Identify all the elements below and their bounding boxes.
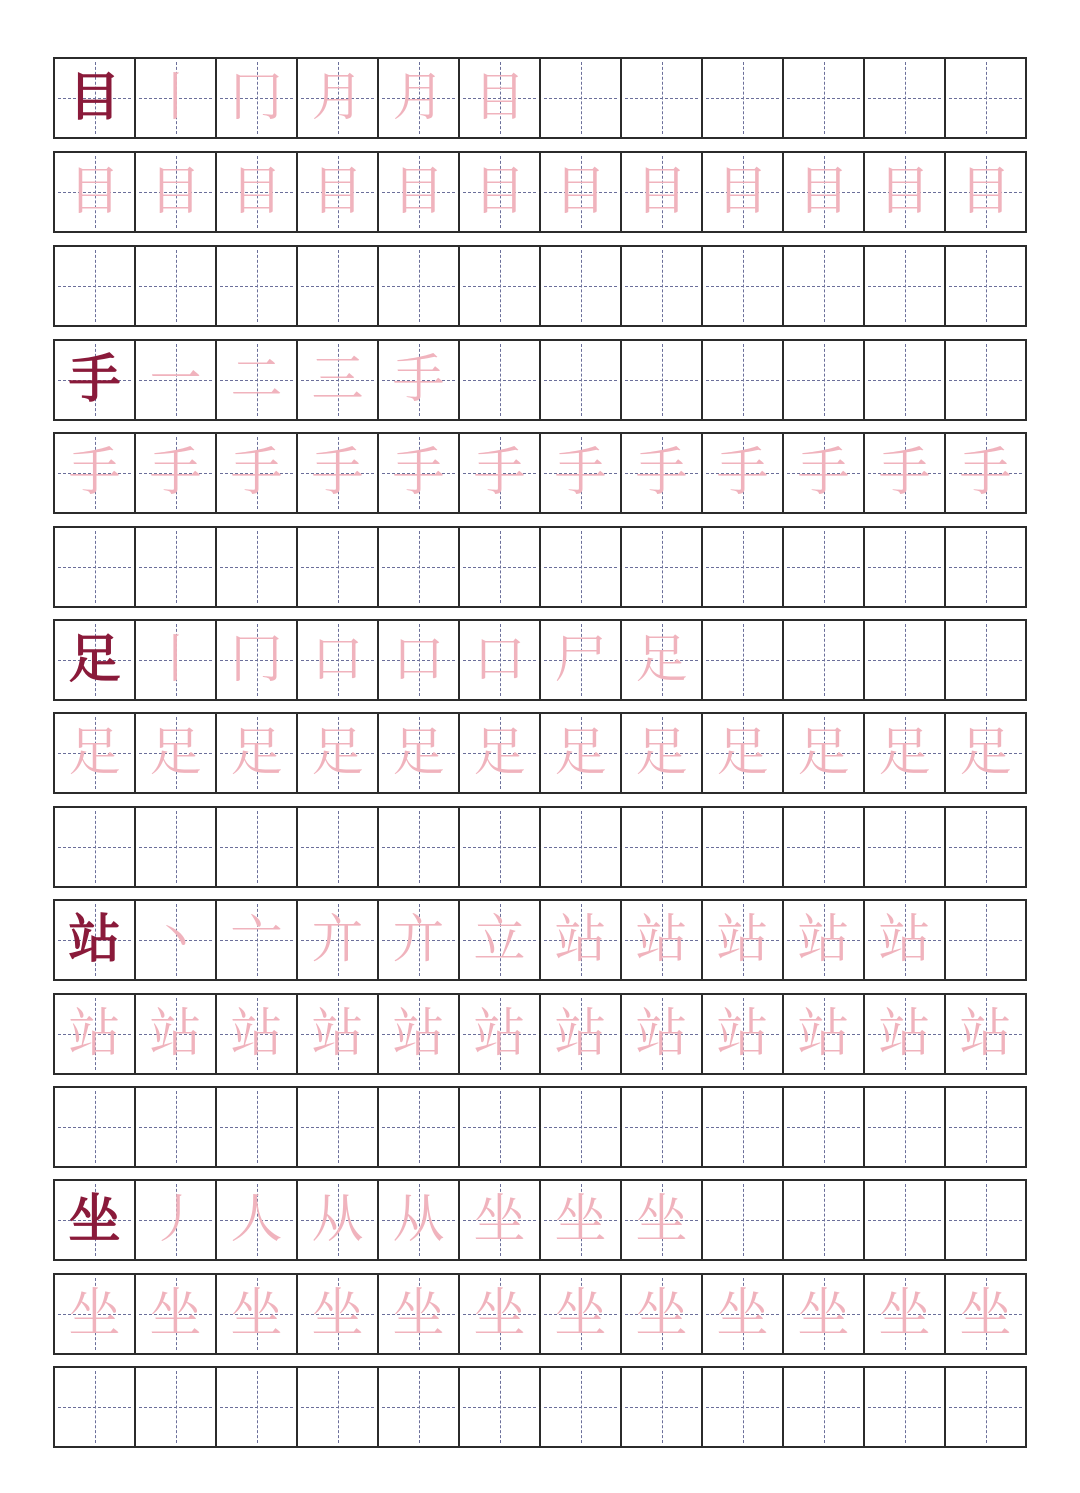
blank-practice-row: [53, 1086, 1027, 1168]
trace-cell[interactable]: [458, 434, 539, 512]
blank-writing-cell[interactable]: [944, 1088, 1025, 1166]
stroke-step-cell[interactable]: [701, 1181, 782, 1259]
stroke-step: 站: [635, 910, 688, 970]
trace-cell[interactable]: [55, 995, 134, 1073]
trace-cell[interactable]: [55, 1275, 134, 1353]
trace-cell[interactable]: [782, 714, 863, 792]
stroke-step: 从: [392, 1190, 445, 1250]
stroke-step: 站: [554, 910, 607, 970]
trace-cell[interactable]: [782, 1275, 863, 1353]
stroke-step: 亠: [230, 910, 283, 970]
stroke-order-row: [53, 57, 1027, 139]
trace-character: 目: [959, 162, 1012, 222]
trace-cell[interactable]: [701, 1275, 782, 1353]
stroke-step-cell[interactable]: [134, 901, 215, 979]
blank-writing-cell[interactable]: [701, 528, 782, 606]
stroke-step: 二: [230, 350, 283, 410]
blank-writing-cell[interactable]: [377, 808, 458, 886]
model-character-cell: [55, 341, 134, 419]
trace-character: 足: [959, 723, 1012, 783]
trace-cell[interactable]: [701, 434, 782, 512]
blank-writing-cell[interactable]: [620, 808, 701, 886]
stroke-step: 一: [149, 350, 202, 410]
trace-row: [53, 151, 1027, 233]
blank-writing-cell[interactable]: [377, 528, 458, 606]
stroke-step-cell[interactable]: [134, 59, 215, 137]
trace-character: 足: [392, 723, 445, 783]
stroke-step: 月: [392, 68, 445, 128]
trace-character: 足: [635, 723, 688, 783]
blank-writing-cell[interactable]: [701, 247, 782, 325]
stroke-step: 人: [230, 1190, 283, 1250]
model-character-cell: [55, 901, 134, 979]
stroke-step-cell[interactable]: [377, 621, 458, 699]
trace-cell[interactable]: [944, 1275, 1025, 1353]
blank-writing-cell[interactable]: [134, 808, 215, 886]
blank-writing-cell[interactable]: [782, 528, 863, 606]
trace-character: 站: [878, 1004, 931, 1064]
stroke-step-cell[interactable]: [782, 621, 863, 699]
trace-cell[interactable]: [782, 995, 863, 1073]
trace-character: 坐: [716, 1284, 769, 1344]
stroke-step-cell[interactable]: [215, 621, 296, 699]
stroke-step: 尸: [554, 630, 607, 690]
stroke-step-cell[interactable]: [377, 1181, 458, 1259]
blank-writing-cell[interactable]: [620, 1088, 701, 1166]
model-character: 坐: [68, 1190, 121, 1250]
stroke-step-cell[interactable]: [539, 341, 620, 419]
blank-writing-cell[interactable]: [944, 1368, 1025, 1446]
trace-cell[interactable]: [863, 153, 944, 231]
stroke-step-cell[interactable]: [944, 901, 1025, 979]
trace-cell[interactable]: [55, 434, 134, 512]
stroke-step-cell[interactable]: [134, 341, 215, 419]
trace-character: 目: [554, 162, 607, 222]
blank-writing-cell[interactable]: [215, 528, 296, 606]
stroke-step-cell[interactable]: [377, 901, 458, 979]
trace-character: 足: [68, 723, 121, 783]
stroke-step: 目: [473, 68, 526, 128]
stroke-step: 亣: [311, 910, 364, 970]
trace-cell[interactable]: [782, 434, 863, 512]
blank-writing-cell[interactable]: [782, 247, 863, 325]
stroke-step: 站: [716, 910, 769, 970]
blank-writing-cell[interactable]: [458, 528, 539, 606]
blank-writing-cell[interactable]: [620, 1368, 701, 1446]
model-character-cell: [55, 1181, 134, 1259]
blank-practice-row: [53, 245, 1027, 327]
stroke-step-cell[interactable]: [944, 1181, 1025, 1259]
blank-writing-cell[interactable]: [55, 247, 134, 325]
trace-cell[interactable]: [620, 1275, 701, 1353]
stroke-step: 坐: [635, 1190, 688, 1250]
blank-writing-cell[interactable]: [620, 247, 701, 325]
trace-character: 坐: [635, 1284, 688, 1344]
trace-cell[interactable]: [215, 714, 296, 792]
stroke-step-cell[interactable]: [377, 59, 458, 137]
trace-character: 站: [797, 1004, 850, 1064]
blank-writing-cell[interactable]: [458, 1368, 539, 1446]
trace-character: 手: [230, 443, 283, 503]
trace-cell[interactable]: [296, 714, 377, 792]
blank-writing-cell[interactable]: [296, 1368, 377, 1446]
trace-cell[interactable]: [55, 153, 134, 231]
stroke-step-cell[interactable]: [620, 901, 701, 979]
stroke-step-cell[interactable]: [863, 59, 944, 137]
stroke-order-row: [53, 619, 1027, 701]
stroke-step: 足: [635, 630, 688, 690]
trace-character: 足: [473, 723, 526, 783]
stroke-step-cell[interactable]: [701, 59, 782, 137]
stroke-step: 坐: [473, 1190, 526, 1250]
trace-character: 足: [149, 723, 202, 783]
stroke-step: 口: [311, 630, 364, 690]
trace-character: 站: [716, 1004, 769, 1064]
trace-character: 手: [149, 443, 202, 503]
trace-cell[interactable]: [863, 714, 944, 792]
trace-character: 坐: [878, 1284, 931, 1344]
blank-writing-cell[interactable]: [782, 808, 863, 886]
stroke-step-cell[interactable]: [458, 341, 539, 419]
trace-cell[interactable]: [215, 1275, 296, 1353]
trace-cell[interactable]: [701, 153, 782, 231]
model-character: 目: [68, 68, 121, 128]
trace-character: 手: [311, 443, 364, 503]
blank-writing-cell[interactable]: [944, 528, 1025, 606]
stroke-step-cell[interactable]: [296, 341, 377, 419]
stroke-step-cell[interactable]: [134, 1181, 215, 1259]
stroke-step-cell[interactable]: [944, 59, 1025, 137]
blank-practice-row: [53, 806, 1027, 888]
stroke-step: 冂: [230, 68, 283, 128]
trace-character: 目: [311, 162, 364, 222]
trace-cell[interactable]: [863, 434, 944, 512]
blank-writing-cell[interactable]: [701, 808, 782, 886]
stroke-step-cell[interactable]: [863, 621, 944, 699]
trace-character: 目: [878, 162, 931, 222]
trace-cell[interactable]: [944, 153, 1025, 231]
trace-character: 足: [797, 723, 850, 783]
trace-character: 足: [230, 723, 283, 783]
blank-writing-cell[interactable]: [134, 1368, 215, 1446]
trace-character: 目: [473, 162, 526, 222]
trace-cell[interactable]: [377, 153, 458, 231]
blank-writing-cell[interactable]: [620, 528, 701, 606]
stroke-step-cell[interactable]: [539, 59, 620, 137]
trace-character: 目: [797, 162, 850, 222]
trace-cell[interactable]: [377, 434, 458, 512]
stroke-step-cell[interactable]: [701, 901, 782, 979]
trace-cell[interactable]: [944, 995, 1025, 1073]
trace-cell[interactable]: [782, 153, 863, 231]
blank-writing-cell[interactable]: [539, 808, 620, 886]
blank-writing-cell[interactable]: [539, 1368, 620, 1446]
stroke-step-cell[interactable]: [215, 1181, 296, 1259]
stroke-step-cell[interactable]: [458, 1181, 539, 1259]
trace-cell[interactable]: [701, 995, 782, 1073]
blank-writing-cell[interactable]: [296, 528, 377, 606]
stroke-step-cell[interactable]: [296, 901, 377, 979]
trace-character: 目: [68, 162, 121, 222]
trace-cell[interactable]: [296, 995, 377, 1073]
model-character: 手: [68, 350, 121, 410]
stroke-step-cell[interactable]: [539, 901, 620, 979]
trace-cell[interactable]: [620, 434, 701, 512]
trace-character: 足: [554, 723, 607, 783]
trace-character: 坐: [149, 1284, 202, 1344]
blank-writing-cell[interactable]: [782, 1368, 863, 1446]
trace-character: 目: [392, 162, 445, 222]
stroke-step-cell[interactable]: [215, 59, 296, 137]
trace-cell[interactable]: [620, 153, 701, 231]
stroke-step: 口: [473, 630, 526, 690]
stroke-step-cell[interactable]: [782, 1181, 863, 1259]
stroke-step-cell[interactable]: [620, 621, 701, 699]
stroke-step-cell[interactable]: [782, 901, 863, 979]
stroke-step-cell[interactable]: [377, 341, 458, 419]
trace-cell[interactable]: [215, 153, 296, 231]
stroke-order-row: [53, 899, 1027, 981]
stroke-step: 月: [311, 68, 364, 128]
stroke-step-cell[interactable]: [701, 621, 782, 699]
trace-cell[interactable]: [215, 995, 296, 1073]
trace-cell[interactable]: [134, 153, 215, 231]
trace-character: 坐: [230, 1284, 283, 1344]
blank-writing-cell[interactable]: [863, 1368, 944, 1446]
stroke-step-cell[interactable]: [944, 341, 1025, 419]
trace-row: [53, 712, 1027, 794]
stroke-step: 丿: [149, 1190, 202, 1250]
trace-cell[interactable]: [134, 995, 215, 1073]
stroke-step: 丶: [149, 910, 202, 970]
trace-cell[interactable]: [539, 153, 620, 231]
trace-character: 站: [635, 1004, 688, 1064]
trace-character: 站: [959, 1004, 1012, 1064]
model-character-cell: [55, 621, 134, 699]
stroke-step-cell[interactable]: [620, 59, 701, 137]
trace-character: 手: [473, 443, 526, 503]
blank-writing-cell[interactable]: [863, 808, 944, 886]
blank-writing-cell[interactable]: [539, 247, 620, 325]
trace-character: 站: [68, 1004, 121, 1064]
stroke-step: 坐: [554, 1190, 607, 1250]
blank-writing-cell[interactable]: [701, 1088, 782, 1166]
trace-row: [53, 993, 1027, 1075]
trace-character: 目: [230, 162, 283, 222]
stroke-step: 三: [311, 350, 364, 410]
stroke-step: 站: [878, 910, 931, 970]
stroke-step-cell[interactable]: [620, 1181, 701, 1259]
blank-writing-cell[interactable]: [296, 1088, 377, 1166]
blank-writing-cell[interactable]: [215, 1088, 296, 1166]
stroke-step-cell[interactable]: [296, 59, 377, 137]
trace-character: 坐: [473, 1284, 526, 1344]
trace-cell[interactable]: [863, 995, 944, 1073]
stroke-order-row: [53, 339, 1027, 421]
blank-writing-cell[interactable]: [55, 1088, 134, 1166]
trace-character: 站: [392, 1004, 445, 1064]
blank-writing-cell[interactable]: [458, 808, 539, 886]
trace-cell[interactable]: [620, 714, 701, 792]
blank-writing-cell[interactable]: [215, 1368, 296, 1446]
stroke-step-cell[interactable]: [944, 621, 1025, 699]
blank-writing-cell[interactable]: [458, 1088, 539, 1166]
model-character: 足: [68, 630, 121, 690]
trace-character: 站: [149, 1004, 202, 1064]
trace-character: 手: [68, 443, 121, 503]
blank-writing-cell[interactable]: [863, 1088, 944, 1166]
blank-writing-cell[interactable]: [863, 247, 944, 325]
trace-character: 足: [878, 723, 931, 783]
trace-cell[interactable]: [620, 995, 701, 1073]
trace-cell[interactable]: [539, 434, 620, 512]
blank-writing-cell[interactable]: [296, 808, 377, 886]
trace-character: 手: [392, 443, 445, 503]
trace-cell[interactable]: [296, 434, 377, 512]
blank-writing-cell[interactable]: [539, 1088, 620, 1166]
stroke-step-cell[interactable]: [782, 341, 863, 419]
trace-cell[interactable]: [539, 1275, 620, 1353]
model-character: 站: [68, 910, 121, 970]
trace-character: 手: [959, 443, 1012, 503]
trace-character: 坐: [797, 1284, 850, 1344]
stroke-step-cell[interactable]: [701, 341, 782, 419]
blank-writing-cell[interactable]: [377, 1088, 458, 1166]
trace-character: 站: [554, 1004, 607, 1064]
blank-writing-cell[interactable]: [55, 1368, 134, 1446]
blank-writing-cell[interactable]: [134, 528, 215, 606]
trace-cell[interactable]: [701, 714, 782, 792]
blank-writing-cell[interactable]: [55, 528, 134, 606]
trace-character: 坐: [392, 1284, 445, 1344]
stroke-step-cell[interactable]: [863, 1181, 944, 1259]
trace-cell[interactable]: [296, 1275, 377, 1353]
stroke-order-row: [53, 1179, 1027, 1261]
stroke-step-cell[interactable]: [863, 341, 944, 419]
blank-writing-cell[interactable]: [539, 528, 620, 606]
trace-character: 手: [554, 443, 607, 503]
blank-writing-cell[interactable]: [377, 247, 458, 325]
blank-writing-cell[interactable]: [134, 1088, 215, 1166]
trace-character: 目: [716, 162, 769, 222]
trace-row: [53, 1273, 1027, 1355]
stroke-step-cell[interactable]: [458, 59, 539, 137]
trace-character: 手: [878, 443, 931, 503]
model-character-cell: [55, 59, 134, 137]
blank-practice-row: [53, 526, 1027, 608]
stroke-step: 从: [311, 1190, 364, 1250]
stroke-step-cell[interactable]: [782, 59, 863, 137]
trace-character: 坐: [554, 1284, 607, 1344]
trace-character: 站: [230, 1004, 283, 1064]
trace-character: 坐: [68, 1284, 121, 1344]
trace-character: 手: [797, 443, 850, 503]
stroke-step-cell[interactable]: [863, 901, 944, 979]
stroke-step: 站: [797, 910, 850, 970]
stroke-step: 亣: [392, 910, 445, 970]
stroke-step-cell[interactable]: [215, 901, 296, 979]
trace-character: 手: [635, 443, 688, 503]
trace-cell[interactable]: [377, 995, 458, 1073]
blank-writing-cell[interactable]: [944, 247, 1025, 325]
stroke-step: 手: [392, 350, 445, 410]
blank-writing-cell[interactable]: [701, 1368, 782, 1446]
trace-cell[interactable]: [296, 153, 377, 231]
trace-cell[interactable]: [944, 434, 1025, 512]
blank-writing-cell[interactable]: [134, 247, 215, 325]
trace-character: 坐: [959, 1284, 1012, 1344]
stroke-step-cell[interactable]: [620, 341, 701, 419]
trace-cell[interactable]: [134, 1275, 215, 1353]
blank-writing-cell[interactable]: [782, 1088, 863, 1166]
trace-cell[interactable]: [539, 995, 620, 1073]
trace-character: 站: [311, 1004, 364, 1064]
trace-cell[interactable]: [55, 714, 134, 792]
trace-cell[interactable]: [458, 1275, 539, 1353]
trace-character: 坐: [311, 1284, 364, 1344]
trace-cell[interactable]: [134, 434, 215, 512]
stroke-step: 丨: [149, 68, 202, 128]
stroke-step-cell[interactable]: [296, 621, 377, 699]
trace-cell[interactable]: [458, 714, 539, 792]
trace-character: 目: [635, 162, 688, 222]
blank-writing-cell[interactable]: [458, 247, 539, 325]
blank-writing-cell[interactable]: [377, 1368, 458, 1446]
stroke-step-cell[interactable]: [539, 621, 620, 699]
stroke-step: 立: [473, 910, 526, 970]
trace-cell[interactable]: [134, 714, 215, 792]
stroke-step: 口: [392, 630, 445, 690]
stroke-step-cell[interactable]: [134, 621, 215, 699]
trace-cell[interactable]: [377, 1275, 458, 1353]
trace-character: 足: [311, 723, 364, 783]
stroke-step-cell[interactable]: [296, 1181, 377, 1259]
stroke-step: 冂: [230, 630, 283, 690]
stroke-step: 丨: [149, 630, 202, 690]
stroke-step-cell[interactable]: [215, 341, 296, 419]
trace-cell[interactable]: [458, 153, 539, 231]
blank-writing-cell[interactable]: [215, 247, 296, 325]
blank-writing-cell[interactable]: [944, 808, 1025, 886]
stroke-step-cell[interactable]: [458, 621, 539, 699]
trace-cell[interactable]: [458, 995, 539, 1073]
blank-writing-cell[interactable]: [296, 247, 377, 325]
trace-row: [53, 432, 1027, 514]
trace-cell[interactable]: [377, 714, 458, 792]
stroke-step-cell[interactable]: [458, 901, 539, 979]
blank-writing-cell[interactable]: [215, 808, 296, 886]
trace-character: 站: [473, 1004, 526, 1064]
blank-writing-cell[interactable]: [863, 528, 944, 606]
trace-cell[interactable]: [863, 1275, 944, 1353]
trace-cell[interactable]: [944, 714, 1025, 792]
stroke-step-cell[interactable]: [539, 1181, 620, 1259]
trace-character: 足: [716, 723, 769, 783]
trace-cell[interactable]: [539, 714, 620, 792]
trace-cell[interactable]: [215, 434, 296, 512]
trace-character: 手: [716, 443, 769, 503]
blank-practice-row: [53, 1366, 1027, 1448]
trace-character: 目: [149, 162, 202, 222]
blank-writing-cell[interactable]: [55, 808, 134, 886]
